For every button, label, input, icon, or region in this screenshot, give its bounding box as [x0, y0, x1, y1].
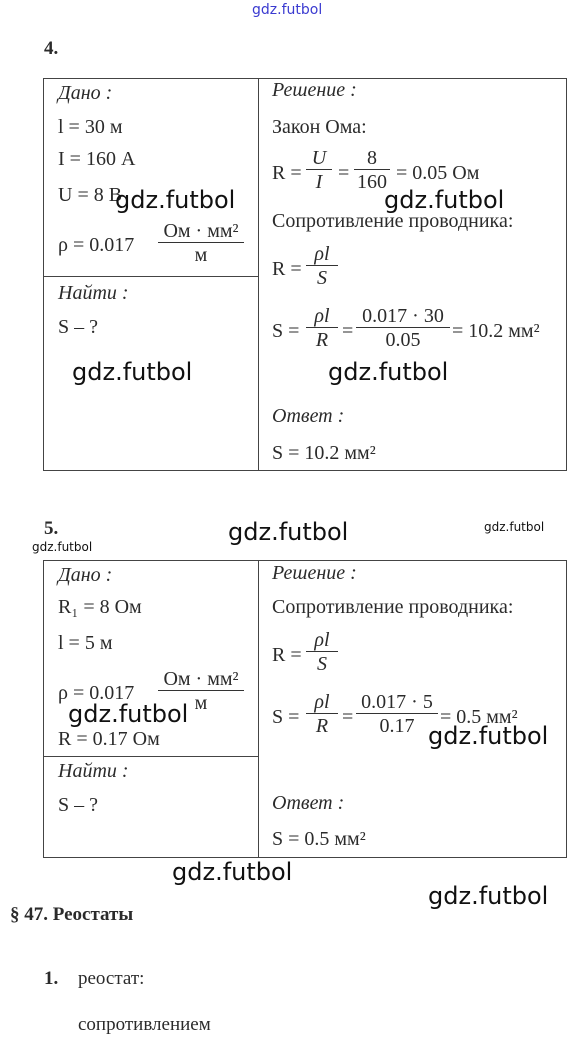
watermark: gdz.futbol: [72, 358, 193, 386]
area-equals: =: [342, 706, 354, 728]
solution-header: Решение :: [272, 79, 357, 101]
watermark-small: gdz.futbol: [484, 520, 545, 534]
watermark: gdz.futbol: [428, 882, 549, 910]
ohm-denominator-value: 160: [357, 171, 387, 193]
area-numerator: ρl: [306, 305, 338, 328]
answer-header: Ответ :: [272, 792, 345, 814]
given-resistivity: ρ = 0.017: [58, 234, 135, 256]
unit-numerator: Ом · мм²: [158, 220, 244, 243]
problem-5-divider: [258, 560, 259, 858]
answer-header: Ответ :: [272, 405, 345, 427]
area-result: = 10.2 мм²: [452, 320, 540, 342]
ohm-fraction-symbolic: [306, 147, 332, 194]
ohm-numerator-value: 8: [354, 147, 390, 170]
given-current: I = 160 А: [58, 148, 136, 170]
area-result: = 0.5 мм²: [440, 706, 518, 728]
watermark: gdz.futbol: [328, 358, 449, 386]
given-voltage: U = 8 В: [58, 184, 123, 206]
resistance-formula-prefix: R =: [272, 258, 302, 280]
resistance-fraction: [306, 243, 338, 290]
list-item-number: 1.: [44, 968, 59, 989]
area-fraction-numeric: [356, 305, 450, 352]
ohm-law-label: Закон Ома:: [272, 116, 367, 138]
problem-5-given-find-divider: [43, 756, 258, 757]
unit-denominator: м: [194, 692, 208, 714]
ohm-numerator: U: [306, 147, 332, 170]
area-numerator: ρl: [306, 691, 338, 714]
area-numerator-value: 0.017 · 5: [356, 691, 438, 714]
given-resistance-1: R₁ = 8 Ом: [58, 596, 142, 618]
area-fraction-symbolic: [306, 691, 338, 738]
ohm-result: = 0.05 Ом: [396, 162, 480, 184]
area-denominator: R: [315, 329, 329, 351]
watermark: gdz.futbol: [68, 700, 189, 728]
watermark: gdz.futbol: [228, 518, 349, 546]
find-value: S – ?: [58, 316, 98, 338]
given-header: Дано :: [58, 564, 113, 586]
problem-5-number: 5.: [44, 518, 59, 539]
area-formula-prefix: S =: [272, 320, 300, 342]
ohm-denominator: I: [315, 171, 323, 193]
unit-denominator: м: [194, 244, 208, 266]
list-item-text: реостат:: [78, 968, 145, 989]
unit-numerator: Ом · мм²: [158, 668, 244, 691]
given-resistance: R = 0.17 Ом: [58, 728, 160, 750]
problem-4-number: 4.: [44, 38, 59, 59]
resistance-label: Сопротивление проводника:: [272, 596, 514, 618]
problem-4-given-find-divider: [43, 276, 258, 277]
given-resistivity: ρ = 0.017: [58, 682, 135, 704]
resistance-formula-prefix: R =: [272, 644, 302, 666]
find-value: S – ?: [58, 794, 98, 816]
resistance-denominator: S: [317, 653, 327, 675]
answer-value: S = 0.5 мм²: [272, 828, 366, 850]
area-denominator: R: [315, 715, 329, 737]
watermark: gdz.futbol: [115, 186, 236, 214]
problem-4-divider: [258, 78, 259, 471]
area-formula-prefix: S =: [272, 706, 300, 728]
resistance-denominator: S: [317, 267, 327, 289]
watermark-small: gdz.futbol: [32, 540, 93, 554]
section-title: § 47. Реостаты: [10, 904, 134, 925]
area-denominator-value: 0.05: [385, 329, 421, 351]
find-header: Найти :: [58, 760, 129, 782]
list-item-continuation: сопротивлением: [78, 1014, 211, 1035]
given-length: l = 30 м: [58, 116, 123, 138]
area-denominator-value: 0.17: [379, 715, 415, 737]
resistance-numerator: ρl: [306, 243, 338, 266]
watermark: gdz.futbol: [428, 722, 549, 750]
resistance-numerator: ρl: [306, 629, 338, 652]
find-header: Найти :: [58, 282, 129, 304]
ohm-formula-prefix: R =: [272, 162, 302, 184]
area-fraction-numeric: [356, 691, 438, 738]
given-resistivity-unit: [158, 220, 244, 267]
resistance-fraction: [306, 629, 338, 676]
resistance-label: Сопротивление проводника:: [272, 210, 514, 232]
answer-value: S = 10.2 мм²: [272, 442, 376, 464]
watermark: gdz.futbol: [172, 858, 293, 886]
given-header: Дано :: [58, 82, 113, 104]
watermark: gdz.futbol: [384, 186, 505, 214]
area-fraction-symbolic: [306, 305, 338, 352]
solution-header: Решение :: [272, 562, 357, 584]
given-length: l = 5 м: [58, 632, 113, 654]
watermark-top: gdz.futbol: [252, 2, 323, 18]
ohm-equals: =: [338, 162, 350, 184]
area-numerator-value: 0.017 · 30: [356, 305, 450, 328]
area-equals: =: [342, 320, 354, 342]
